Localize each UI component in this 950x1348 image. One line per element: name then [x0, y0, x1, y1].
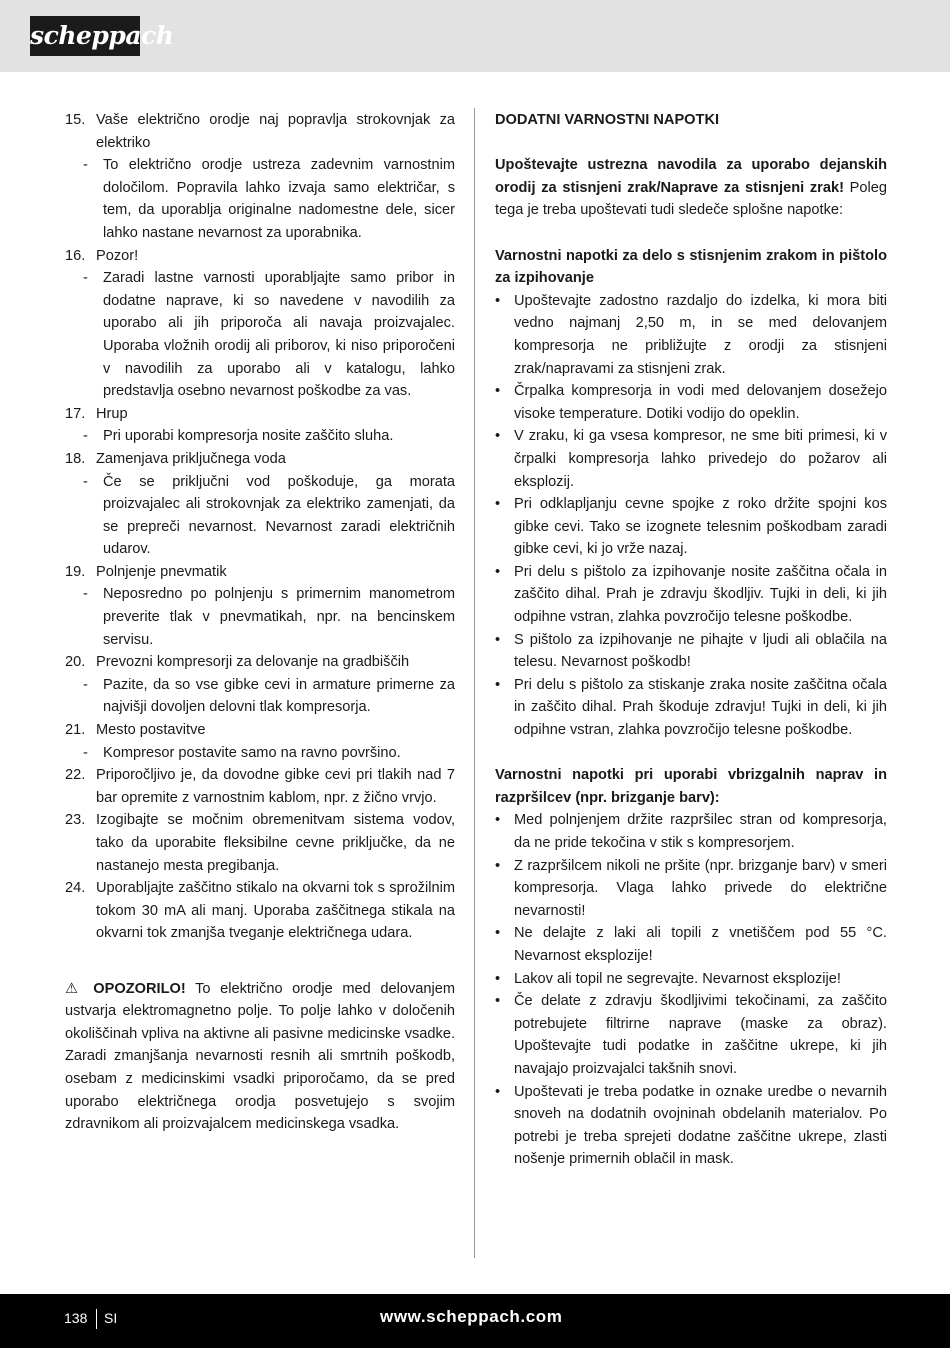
bullet-icon: •: [495, 857, 501, 874]
item-number: 16.: [65, 247, 86, 264]
item-number: 20.: [65, 654, 86, 671]
header-bar: [0, 0, 950, 72]
item-number: 19.: [65, 563, 86, 580]
intro-paragraph: [495, 154, 887, 222]
bullet-icon: •: [495, 428, 501, 445]
item-text: Zamenjava priključnega voda: [96, 450, 286, 467]
sub-list-item: [65, 674, 455, 719]
item-text: Uporabljajte zaščitno stikalo na okvarni tok s sprožilnim tokom 30 mA ali manj. Uporaba zaščitnega stikala na okvarni tok zmanjša tveganje električnega udara.: [96, 880, 455, 942]
bullet-text: S pištolo za izpihovanje ne pihajte v ljudi ali oblačila na telesu. Nevarnost poškodb!: [514, 631, 887, 671]
item-text: Priporočljivo je, da dovodne gibke cevi pri tlakih nad 7 bar opremite z varnostnim kablom, npr. z žično vrvjo.: [96, 767, 455, 806]
sub-item-text: Neposredno po polnjenju s primernim manometrom preverite tlak v pnevmatikah, npr. na bencinskem servisu.: [103, 586, 455, 648]
list-item: [65, 764, 455, 809]
bullet-text: Pri delu s pištolo za izpihovanje nosite zaščitna očala in zaščito dihal. Prah je zdravju škodljiv. Tujki in deli, ki jih odpihne vstran, zlahka povzročijo telesne poškodbe.: [514, 563, 887, 626]
dash-marker: -: [83, 428, 88, 445]
subsection-heading-spray-devices: Varnostni napotki pri uporabi vbrizgalnih naprav in razpršilcev (npr. brizganje barv):: [495, 767, 887, 806]
dash-marker: -: [83, 676, 88, 693]
bullet-icon: •: [495, 993, 501, 1010]
item-text: Mesto postavitve: [96, 722, 206, 739]
sub-list-item: [65, 425, 455, 448]
bullet-text: Upoštevajte zadostno razdaljo do izdelka, ki mora biti vedno najmanj 2,50 m, in se med delovanjem kompresorja ne približujte z orodji za stisnjeni zrak/napravami za stisnjeni zrak.: [514, 292, 887, 377]
bullet-icon: •: [495, 676, 501, 693]
intro-rest-text: Poleg tega je treba upoštevati tudi sledeče splošne napotke:: [495, 179, 887, 219]
warning-text: To električno orodje med delovanjem ustvarja elektromagnetno polje. To polje lahko v določenih okoliščinah vpliva na aktivne ali pasivne medicinske vsadke. Zaradi zmanjšanja nevarnosti resnih ali smrtnih poškodb, osebam z medicinskimi vsadki priporočamo, da se pred uporabo električnega orodja posvetujejo s svojim zdravnikom ali proizvajalcem medicinskega vsadka.: [65, 980, 455, 1133]
bullet-text: Ne delajte z laki ali topili z vnetiščem pod 55 °C. Nevarnost eksplozije!: [514, 925, 887, 964]
left-column: [65, 109, 455, 1136]
list-item: [65, 809, 455, 877]
bullet-icon: •: [495, 631, 501, 648]
item-number: 22.: [65, 767, 86, 784]
dash-marker: -: [83, 157, 88, 174]
subsection-heading-compressed-air: Varnostni napotki za delo s stisnjenim zrakom in pištolo za izpihovanje: [495, 247, 887, 287]
bullet-text: Črpalka kompresorja in vodi med delovanjem dosežejo visoke temperature. Dotiki vodijo do opeklin.: [514, 383, 887, 422]
list-item: [65, 448, 455, 471]
dash-marker: -: [83, 270, 88, 287]
right-column: [495, 109, 887, 1171]
list-item: [65, 109, 455, 154]
bullet-text: Med polnjenjem držite razpršilec stran od kompresorja, da ne pride tekočina v stik s kompresorjem.: [514, 812, 887, 851]
brand-logo: scheppach: [30, 16, 140, 56]
bullet-text: Upoštevati je treba podatke in oznake uredbe o nevarnih snoveh na dodatnih ovojninah obdelanih materialov. Po potrebi je treba sprejeti dodatne zaščitne ukrepe, zlasti nošenje primernih oblačil in mask.: [514, 1083, 887, 1168]
bullet-icon: •: [495, 970, 501, 987]
item-number: 15.: [65, 112, 86, 128]
sub-list-item: [65, 154, 455, 244]
item-text: Polnjenje pnevmatik: [96, 563, 227, 580]
bullet-icon: •: [495, 812, 501, 829]
bullet-item: [495, 809, 887, 854]
bullet-icon: •: [495, 925, 501, 942]
sub-list-item: [65, 742, 455, 765]
sub-item-text: Če se priključni vod poškoduje, ga morata proizvajalec ali strokovnjak za elektriko zamenjati, da se prepreči nevarnost. Nevarnost zaradi električnih udarov.: [103, 473, 455, 558]
column-divider: [474, 108, 475, 1258]
bullet-list-compressed-air: [495, 290, 887, 742]
sub-item-text: Pri uporabi kompresorja nosite zaščito sluha.: [103, 428, 394, 445]
numbered-safety-list: [65, 109, 455, 945]
bullet-item: [495, 561, 887, 629]
sub-list-item: [65, 583, 455, 651]
bullet-item: [495, 493, 887, 561]
item-number: 23.: [65, 812, 86, 829]
language-code: SI: [104, 1310, 118, 1326]
bullet-item: [495, 922, 887, 967]
section-heading: DODATNI VARNOSTNI NAPOTKI: [495, 112, 720, 128]
list-item: [65, 403, 455, 426]
item-text: Vaše električno orodje naj popravlja strokovnjak za elektriko: [96, 112, 455, 151]
sub-item-text: Pazite, da so vse gibke cevi in armature primerne za najvišji dovoljen delovni tlak kompresorja.: [103, 676, 455, 716]
intro-bold-text: Upoštevajte ustrezna navodila za uporabo dejanskih orodij za stisnjeni zrak/Naprave za stisnjeni zrak!: [495, 157, 887, 196]
bullet-text: Lakov ali topil ne segrevajte. Nevarnost eksplozije!: [514, 970, 841, 987]
bullet-list-spray-devices: [495, 809, 887, 1171]
sub-list-item: [65, 267, 455, 403]
item-text: Prevozni kompresorji za delovanje na gradbiščih: [96, 654, 410, 671]
bullet-text: Pri delu s pištolo za stiskanje zraka nosite zaščitna očala in zaščito dihal. Prah škoduje zdravju! Tujki in deli, ki jih odpihne vstran, zlahka povzročijo telesne poškodbe.: [514, 676, 887, 739]
bullet-item: [495, 425, 887, 493]
bullet-item: [495, 990, 887, 1080]
bullet-icon: •: [495, 292, 501, 309]
item-text: Hrup: [96, 405, 128, 422]
item-number: 18.: [65, 450, 86, 467]
list-item: [65, 877, 455, 945]
dash-marker: -: [83, 473, 88, 490]
bullet-item: [495, 968, 887, 991]
bullet-icon: •: [495, 1083, 501, 1100]
dash-marker: -: [83, 586, 88, 603]
warning-triangle-icon: ⚠: [65, 980, 84, 997]
item-text: Izogibajte se močnim obremenitvam sistema vodov, tako da uporabite fleksibilne cevne priključke, da ne nastanejo mesta pregibanja.: [96, 812, 455, 874]
dash-marker: -: [83, 744, 88, 761]
list-item: [65, 245, 455, 268]
item-number: 24.: [65, 880, 86, 897]
website-url: www.scheppach.com: [380, 1307, 563, 1326]
bullet-item: [495, 855, 887, 923]
bullet-item: [495, 290, 887, 380]
bullet-item: [495, 1081, 887, 1171]
list-item: [65, 561, 455, 584]
footer-bar: [0, 1294, 950, 1348]
footer-separator: [96, 1309, 97, 1329]
item-text: Pozor!: [96, 247, 139, 264]
bullet-item: [495, 629, 887, 674]
bullet-item: [495, 380, 887, 425]
bullet-icon: •: [495, 563, 501, 580]
bullet-item: [495, 674, 887, 742]
bullet-text: Pri odklapljanju cevne spojke z roko držite spojni kos gibke cevi. Tako se izognete telesnim poškodbam zaradi gibke cevi, ki jo vrže nazaj.: [514, 496, 887, 558]
sub-item-text: To električno orodje ustreza zadevnim varnostnim določilom. Popravila lahko izvaja samo električar, s tem, da uporablja originalne nadomestne dele, sicer lahko nastane nevarnost za uporabnika.: [103, 157, 455, 241]
item-number: 21.: [65, 722, 86, 739]
warning-paragraph: [65, 978, 455, 1136]
page-number: 138: [64, 1310, 88, 1326]
bullet-icon: •: [495, 496, 501, 513]
item-number: 17.: [65, 405, 86, 422]
sub-list-item: [65, 471, 455, 561]
sub-item-text: Kompresor postavite samo na ravno površino.: [103, 744, 401, 761]
bullet-text: Z razpršilcem nikoli ne pršite (npr. brizganje barv) v smeri kompresorja. Vlaga lahko privede do električne nevarnosti!: [514, 857, 887, 919]
list-item: [65, 651, 455, 674]
sub-item-text: Zaradi lastne varnosti uporabljajte samo pribor in dodatne naprave, ki so navedene v navodilih za uporabo ali jih priporoča ali navaja proizvajalec. Uporaba vložnih orodij ali priborov, ki niso priporočeni v navodilih za uporabo ali v katalogu, lahko predstavlja osebno nevarnost poškodbe za vas.: [103, 270, 455, 400]
bullet-icon: •: [495, 383, 501, 400]
list-item: [65, 719, 455, 742]
bullet-text: V zraku, ki ga vsesa kompresor, ne sme biti primesi, ki v črpalki kompresorja lahko privedejo do požarov ali eksplozij.: [514, 428, 887, 490]
warning-label: OPOZORILO!: [93, 980, 186, 997]
bullet-text: Če delate z zdravju škodljivimi tekočinami, za zaščito potrebujete filtrirne naprave (maske za obraz). Upoštevajte tudi podatke in zaščitne ukrepe, ki jih navajajo proizvajalci takšnih snovi.: [514, 993, 887, 1077]
